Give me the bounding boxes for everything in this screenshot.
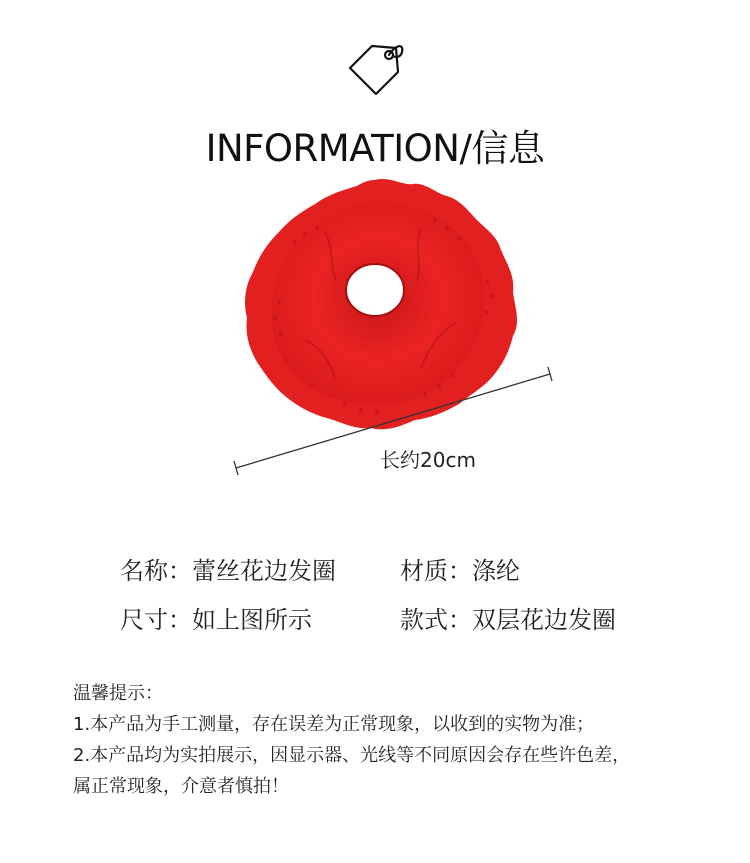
page-title: INFORMATION/信息 — [205, 127, 545, 170]
spec-style — [400, 600, 616, 635]
notes-section — [73, 678, 630, 802]
spec-size-label: 尺寸： — [120, 606, 192, 634]
spec-material-value: 涤纶 — [472, 557, 520, 585]
notes-line-3: 属正常现象，介意者慎拍！ — [73, 776, 289, 797]
spec-name — [120, 551, 336, 586]
spec-name-label: 名称： — [120, 557, 192, 585]
price-tag-icon — [344, 38, 406, 100]
spec-style-label: 款式： — [400, 606, 472, 634]
spec-size-value: 如上图所示 — [192, 606, 312, 634]
spec-material-label: 材质： — [400, 557, 472, 585]
notes-heading: 温馨提示： — [73, 683, 163, 704]
spec-style-value: 双层花边发圈 — [472, 606, 616, 634]
measurement-label: 长约20cm — [380, 448, 476, 472]
spec-size — [120, 600, 312, 635]
spec-name-value: 蕾丝花边发圈 — [192, 557, 336, 585]
notes-line-2: 2.本产品均为实拍展示，因显示器、光线等不同原因会存在些许色差， — [73, 745, 631, 766]
spec-material — [400, 551, 520, 586]
notes-line-1: 1.本产品为手工测量，存在误差为正常现象，以收到的实物为准； — [73, 714, 595, 735]
